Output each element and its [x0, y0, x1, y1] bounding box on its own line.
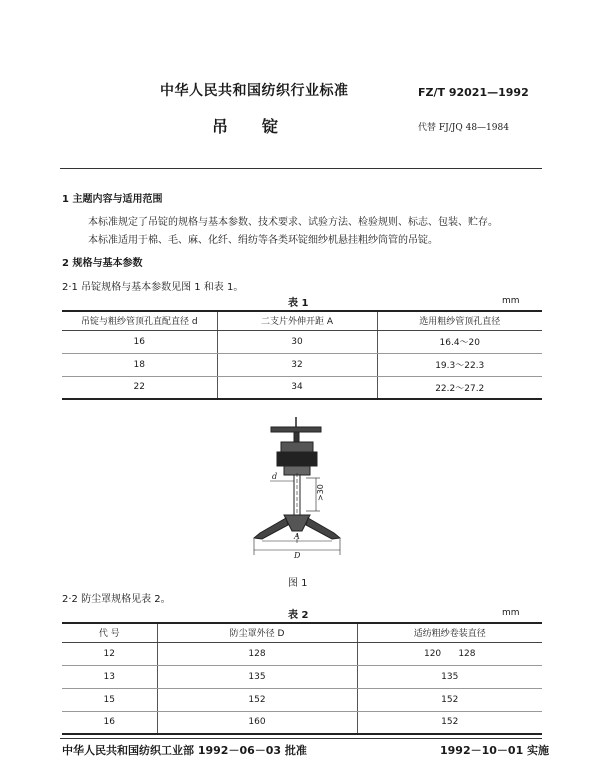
table-cell: 12	[62, 642, 157, 665]
section-2-heading: 2 规格与基本参数	[62, 258, 143, 269]
figure-1-drawing	[240, 415, 350, 560]
table-2-caption: 表 2	[288, 610, 309, 621]
approval-line: 中华人民共和国纺织工业部 1992－06－03 批准	[62, 744, 307, 757]
table-row	[62, 642, 542, 665]
table-row	[62, 665, 542, 688]
table-cell: 15	[62, 688, 157, 711]
left-support-arm	[254, 518, 288, 539]
table-row	[62, 711, 542, 734]
table-cell: 30	[217, 330, 377, 353]
header-divider	[60, 168, 542, 169]
label-D: D	[294, 551, 301, 560]
table-header-cell: 二支片外伸开距 A	[217, 311, 377, 330]
clause-2-1: 2·1 吊锭规格与基本参数见图 1 和表 1。	[62, 282, 244, 293]
table-2	[62, 622, 542, 735]
table-cell: 152	[157, 688, 357, 711]
label-30: >30	[316, 484, 325, 501]
table-cell: 128	[157, 642, 357, 665]
table-cell: 13	[62, 665, 157, 688]
table-cell: 22.2～27.2	[377, 376, 542, 399]
table-header-cell: 代 号	[62, 623, 157, 642]
table-cell: 152	[357, 688, 542, 711]
effective-date: 1992－10－01 实施	[440, 744, 550, 757]
publisher-title: 中华人民共和国纺织行业标准	[160, 83, 349, 99]
table-cell: 135	[157, 665, 357, 688]
table-row	[62, 688, 542, 711]
table-header-row	[62, 623, 542, 642]
table-cell: 32	[217, 353, 377, 376]
table-cell: 22	[62, 376, 217, 399]
label-A: A	[294, 532, 300, 541]
table-cell: 16	[62, 330, 217, 353]
table-header-cell: 适纺粗纱卷装直径	[357, 623, 542, 642]
replaces-note: 代替 FJ/JQ 48—1984	[418, 123, 509, 133]
table-row	[62, 376, 542, 399]
clause-2-2: 2·2 防尘罩规格见表 2。	[62, 594, 171, 605]
table-cell: 160	[157, 711, 357, 734]
table-cell: 135	[357, 665, 542, 688]
stem-upper	[294, 432, 299, 442]
table-cell: 16.4～20	[377, 330, 542, 353]
table-cell: 16	[62, 711, 157, 734]
table-cell: 34	[217, 376, 377, 399]
table-header-cell: 防尘罩外径 D	[157, 623, 357, 642]
standard-number: FZ/T 92021—1992	[418, 86, 529, 99]
table-cell: 120 128	[357, 642, 542, 665]
table-1-unit: mm	[502, 296, 520, 306]
table-row	[62, 353, 542, 376]
table-header-row	[62, 311, 542, 330]
table-cell: 18	[62, 353, 217, 376]
label-d: d	[272, 472, 278, 481]
head-block	[281, 442, 313, 452]
figure-1-caption: 图 1	[288, 578, 308, 589]
right-support-arm	[306, 518, 340, 539]
table-cell: 19.3～22.3	[377, 353, 542, 376]
table-header-cell: 吊锭与粗纱管顶孔直配直径 d	[62, 311, 217, 330]
bearing-housing	[277, 452, 317, 466]
table-header-cell: 选用粗纱管顶孔直径	[377, 311, 542, 330]
table-2-unit: mm	[502, 608, 520, 618]
section-1-paragraph-2: 本标准适用于棉、毛、麻、化纤、绢纺等各类环锭细纱机悬挂粗纱筒管的吊锭。	[88, 235, 438, 246]
section-1-paragraph-1: 本标准规定了吊锭的规格与基本参数、技术要求、试验方法、检验规则、标志、包装、贮存。	[88, 217, 498, 228]
table-1-caption: 表 1	[288, 298, 309, 309]
table-1	[62, 310, 542, 400]
top-crossbar	[271, 427, 321, 432]
table-cell: 152	[357, 711, 542, 734]
section-1-heading: 1 主题内容与适用范围	[62, 194, 163, 205]
document-title: 吊锭	[212, 117, 313, 136]
table-row	[62, 330, 542, 353]
footer-divider	[60, 738, 542, 739]
